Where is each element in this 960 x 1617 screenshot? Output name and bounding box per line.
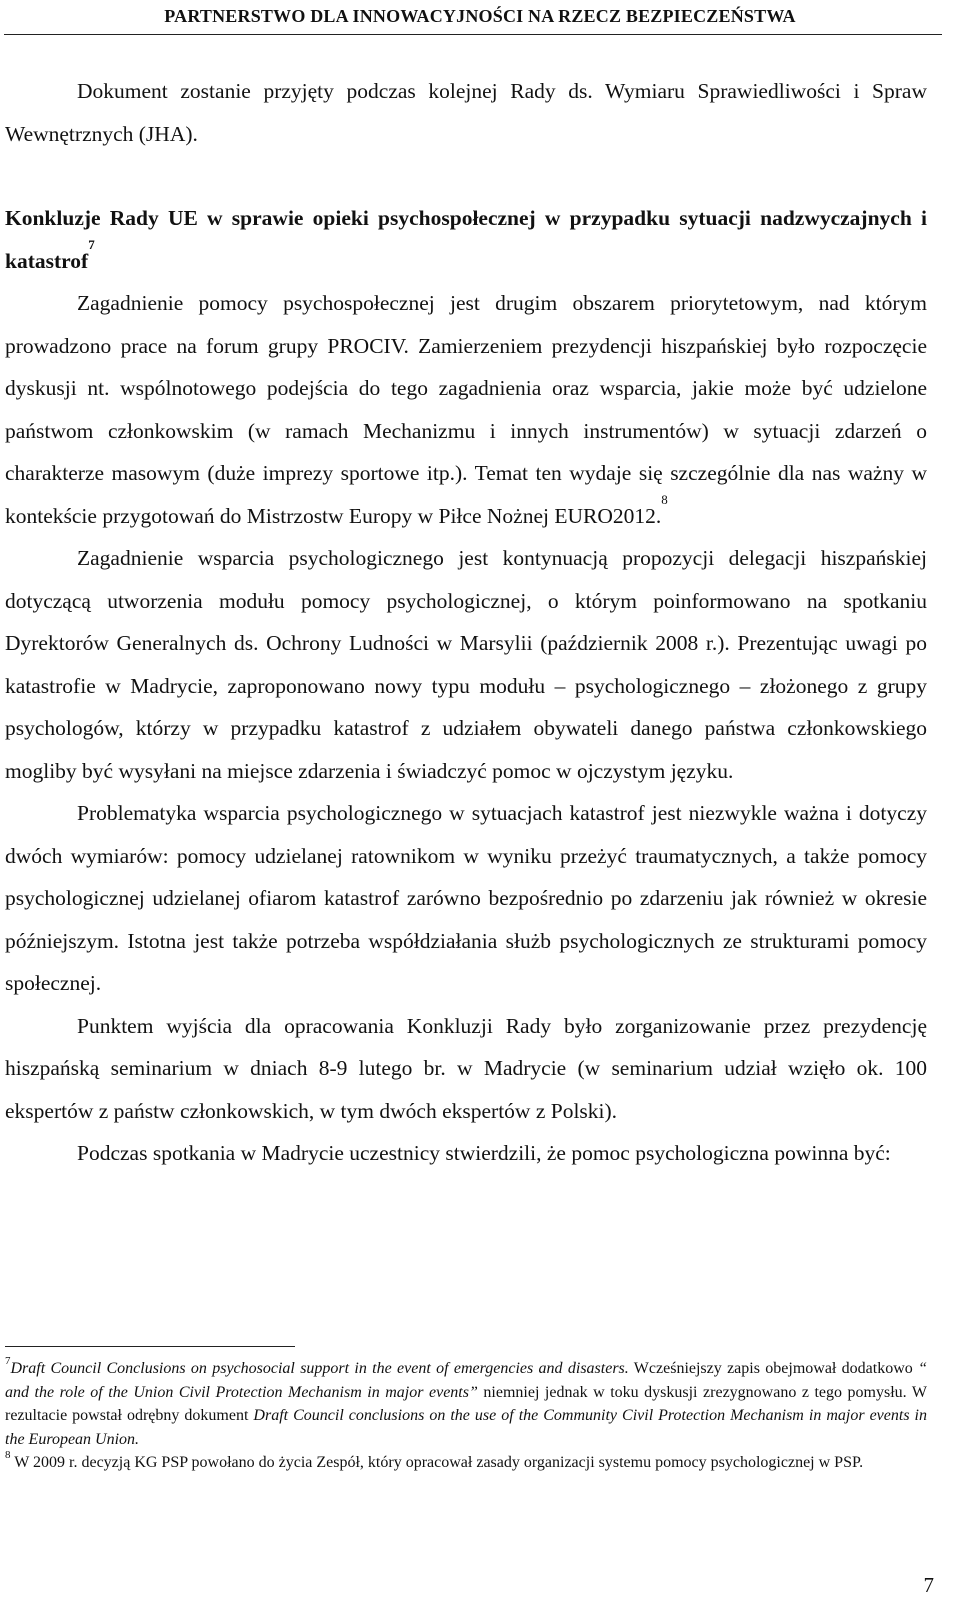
footnote-ref-7[interactable]: 7 [88, 236, 95, 252]
paragraph-3: Problematyka wsparcia psychologicznego w sytuacjach katastrof jest niezwykle ważna i dotyczy dwóch wymiarów: pomocy udzielanej ratownikom w wyniku przeżyć traumatycznych, a także pomocy psychologicznej udzielanej ofiarom katastrof zarówno bezpośrednio po zdarzeniu jak również w okresie późniejszym. Istotna jest także potrzeba współdziałania służb psychologicznych ze strukturami pomocy społecznej. [5, 801, 927, 995]
footnote-8-text: W 2009 r. decyzją KG PSP powołano do życia Zespół, który opracował zasady organizacji systemu pomocy psychologicznej w PSP. [10, 1454, 864, 1471]
header-divider [4, 34, 942, 35]
footnote-divider [5, 1346, 295, 1347]
intro-paragraph: Dokument zostanie przyjęty podczas kolejnej Rady ds. Wymiaru Sprawiedliwości i Spraw Wewnętrznych (JHA). [5, 79, 927, 146]
footnote-8 [5, 1451, 927, 1475]
footnote-7-text-2: niemniej jednak w toku dyskusji zrezygnowano z tego pomysłu. W rezultacie powstał odrębny dokument [5, 1383, 928, 1424]
footnote-7-italic-3: Draft Council conclusions on the use of the Community Civil Protection Mechanism in major events in the European Union. [5, 1407, 927, 1448]
paragraph-2: Zagadnienie wsparcia psychologicznego jest kontynuacją propozycji delegacji hiszpańskiej dotyczącą utworzenia modułu pomocy psychologicznej, o którym poinformowano na spotkaniu Dyrektorów Generalnych ds. Ochrony Ludności w Marsylii (październik 2008 r.). Prezentując uwagi po katastrofie w Madrycie, zaproponowano nowy typu modułu – psychologicznego – złożonego z grupy psychologów, którzy w przypadku katastrof z udziałem obywateli danego państwa członkowskiego mogliby być wysyłani na miejsce zdarzenia i świadczyć pomoc w ojczystym języku. [5, 546, 927, 783]
footnote-7-italic-2: “ and the role of the Union Civil Protection Mechanism in major events” [5, 1360, 928, 1401]
running-header-title: PARTNERSTWO DLA INNOWACYJNOŚCI NA RZECZ BEZPIECZEŃSTWA [164, 6, 796, 26]
footnote-7-italic-1: Draft Council Conclusions on psychosocial support in the event of emergencies and disasters. [10, 1360, 629, 1377]
paragraph-4: Punktem wyjścia dla opracowania Konkluzji Rady było zorganizowanie przez prezydencję hiszpańską seminarium w dniach 8-9 lutego br. w Madrycie (w seminarium udział wzięło ok. 100 ekspertów z państw członkowskich, w tym dwóch ekspertów z Polski). [5, 1013, 927, 1123]
page-number: 7 [923, 1573, 934, 1597]
footnote-7-text-1: Wcześniejszy zapis obejmował dodatkowo [628, 1360, 919, 1377]
section-heading [5, 197, 927, 282]
footnote-7-number: 7 [5, 1355, 11, 1367]
footnote-8-number: 8 [5, 1449, 11, 1461]
section-heading-text: Konkluzje Rady UE w sprawie opieki psychospołecznej w przypadku sytuacji nadzwyczajnych i katastrof [5, 206, 927, 273]
paragraph-1 [5, 282, 927, 537]
running-header [0, 0, 960, 27]
footnotes [5, 1357, 927, 1475]
paragraph-1-text: Zagadnienie pomocy psychospołecznej jest drugim obszarem priorytetowym, nad którym prowadzono prace na forum grupy PROCIV. Zamierzeniem prezydencji hiszpańskiej było rozpoczęcie dyskusji nt. wspólnotowego podejścia do tego zagadnienia oraz wsparcia, jakie może być udzielone państwom członkowskim (w ramach Mechanizmu i innych instrumentów) w sytuacji zdarzeń o charakterze masowym (duże imprezy sportowe itp.). Temat ten wydaje się szczególnie dla nas ważny w kontekście przygotowań do Mistrzostw Europy w Piłce Nożnej EURO2012. [5, 291, 927, 528]
main-content [5, 70, 927, 1175]
footnote-ref-8[interactable]: 8 [661, 491, 668, 507]
footnote-7 [5, 1357, 927, 1451]
paragraph-5: Podczas spotkania w Madrycie uczestnicy stwierdzili, że pomoc psychologiczna powinna być: [77, 1141, 891, 1165]
